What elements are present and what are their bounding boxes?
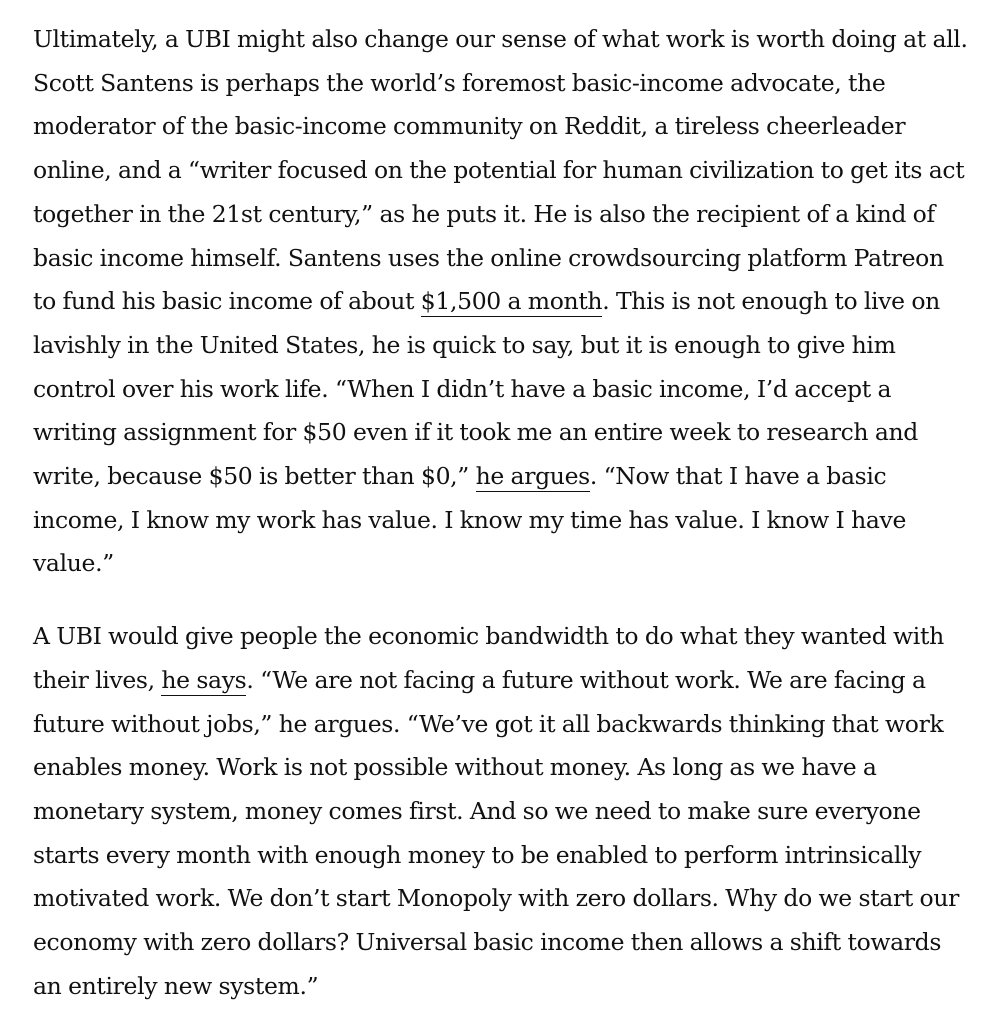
paragraph-santens-patreon (33, 18, 973, 586)
paragraph-text: . “Now that I have a basic income, I know my work has value. I know my time has value. I know I have value.” (33, 462, 907, 578)
paragraph-economic-bandwidth (33, 615, 973, 1008)
link-he-argues[interactable]: he argues (475, 462, 590, 491)
paragraph-text: . This is not enough to live on lavishly in the United States, he is quick to say, but it is enough to give him control over his work life. “When I didn’t have a basic income, I’d accept a writing assignment for $50 even if it took me an entire week to research and write, because $50 is better than $0,” (33, 287, 940, 491)
paragraph-text: Ultimately, a UBI might also change our sense of what work is worth doing at all. Scott Santens is perhaps the world’s foremost basic-income advocate, the moderator of the basic-income community on Reddit, a tireless cheerleader online, and a “writer focused on the potential for human civilization to get its act together in the 21st century,” as he puts it. He is also the recipient of a kind of basic income himself. Santens uses the online crowdsourcing platform Patreon to fund his basic income of about (33, 25, 968, 316)
link-1500-a-month[interactable]: $1,500 a month (420, 287, 603, 316)
article-body (33, 18, 973, 1008)
paragraph-text: . “We are not facing a future without work. We are facing a future without jobs,” he argues. “We’ve got it all backwards thinking that work enables money. Work is not possible without money. As long as we have a monetary system, money comes first. And so we need to make sure everyone starts every month with enough money to be enabled to perform intrinsically motivated work. We don’t start Monopoly with zero dollars. Why do we start our economy with zero dollars? Universal basic income then allows a shift towards an entirely new system.” (33, 665, 960, 1000)
link-he-says[interactable]: he says (161, 665, 247, 694)
paragraph-text: A UBI would give people the economic bandwidth to do what they wanted with their lives, (33, 622, 944, 694)
